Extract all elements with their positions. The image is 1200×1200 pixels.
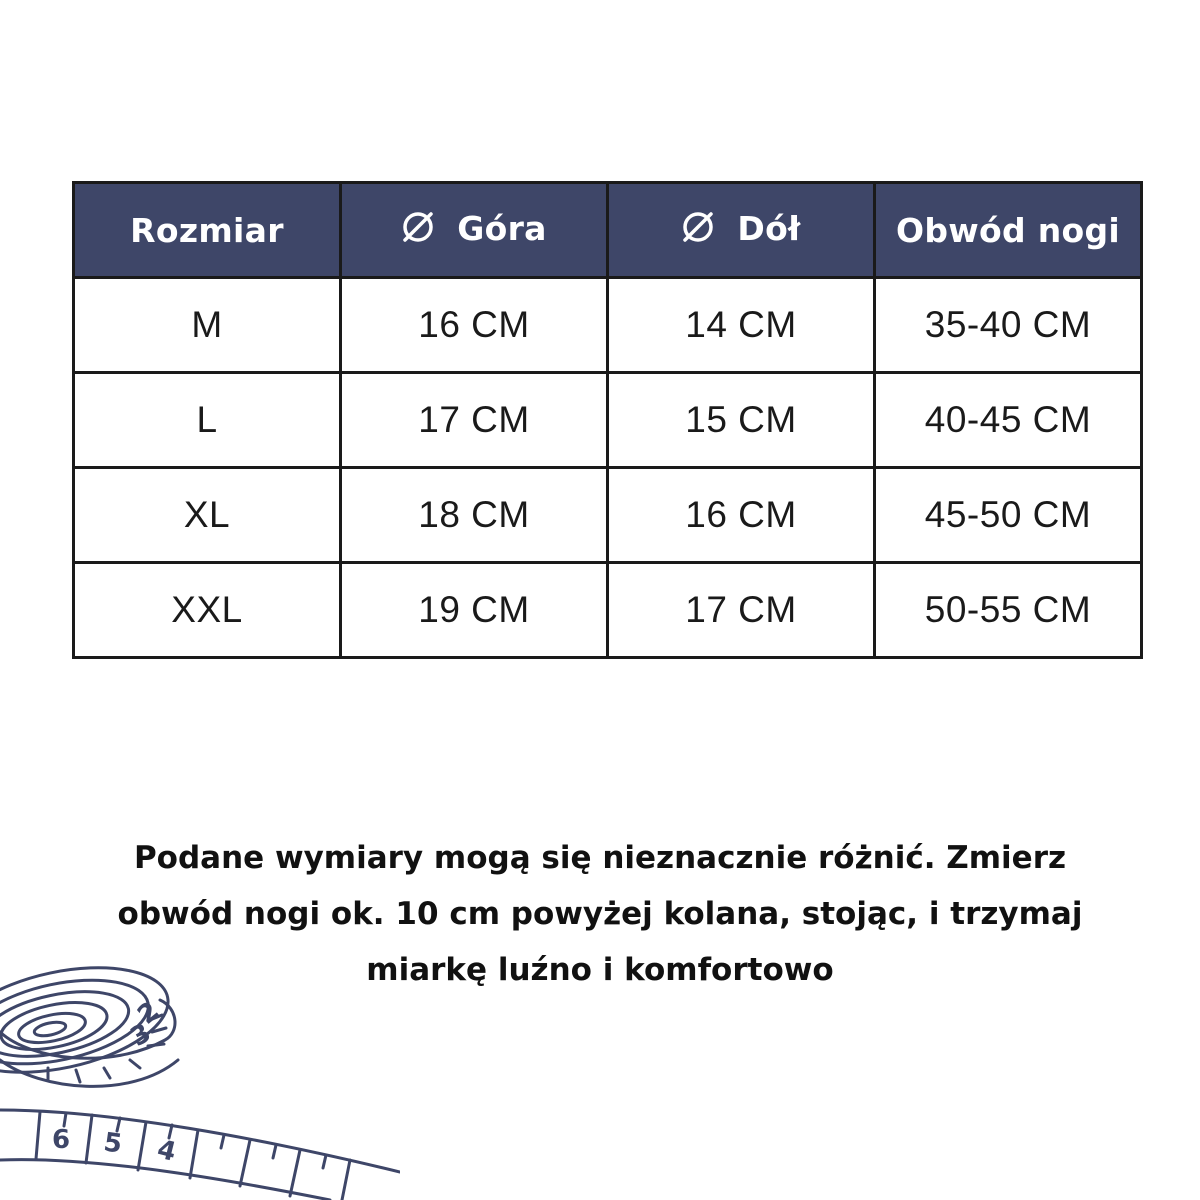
note-line: obwód nogi ok. 10 cm powyżej kolana, stojąc, i trzymaj	[117, 896, 1083, 932]
header-size	[74, 183, 341, 278]
tape-number: 5	[101, 1127, 124, 1160]
cell-bottom: 14 CM	[608, 278, 875, 373]
header-size-label: Rozmiar	[130, 210, 284, 250]
cell-leg: 50-55 CM	[875, 563, 1142, 658]
measuring-tape-icon	[0, 960, 400, 1200]
header-bottom-label: Dół	[737, 208, 801, 248]
cell-bottom: 15 CM	[608, 373, 875, 468]
cell-leg: 35-40 CM	[875, 278, 1142, 373]
size-table	[72, 181, 1143, 659]
header-bottom-diameter	[608, 183, 875, 278]
diameter-icon	[401, 210, 435, 252]
header-leg-circumference	[875, 183, 1142, 278]
header-top-diameter	[341, 183, 608, 278]
tape-number: 4	[154, 1134, 180, 1168]
cell-size: XXL	[74, 563, 341, 658]
table-row	[74, 468, 1142, 563]
note-line: Podane wymiary mogą się nieznacznie różnić. Zmierz	[133, 840, 1067, 876]
table-row	[74, 278, 1142, 373]
note-line: miarkę luźno i komfortowo	[366, 952, 834, 988]
table-header-row	[74, 183, 1142, 278]
cell-top: 16 CM	[341, 278, 608, 373]
cell-bottom: 17 CM	[608, 563, 875, 658]
header-top-label: Góra	[457, 208, 547, 248]
cell-top: 18 CM	[341, 468, 608, 563]
tape-number: 3	[125, 1017, 157, 1053]
tape-number: 6	[52, 1125, 71, 1155]
table-row	[74, 373, 1142, 468]
cell-size: XL	[74, 468, 341, 563]
diameter-icon	[681, 210, 715, 252]
cell-leg: 40-45 CM	[875, 373, 1142, 468]
cell-bottom: 16 CM	[608, 468, 875, 563]
cell-leg: 45-50 CM	[875, 468, 1142, 563]
cell-top: 17 CM	[341, 373, 608, 468]
table-row	[74, 563, 1142, 658]
tape-number: 2	[132, 996, 166, 1031]
cell-size: M	[74, 278, 341, 373]
header-leg-label: Obwód nogi	[895, 210, 1121, 250]
cell-top: 19 CM	[341, 563, 608, 658]
cell-size: L	[74, 373, 341, 468]
